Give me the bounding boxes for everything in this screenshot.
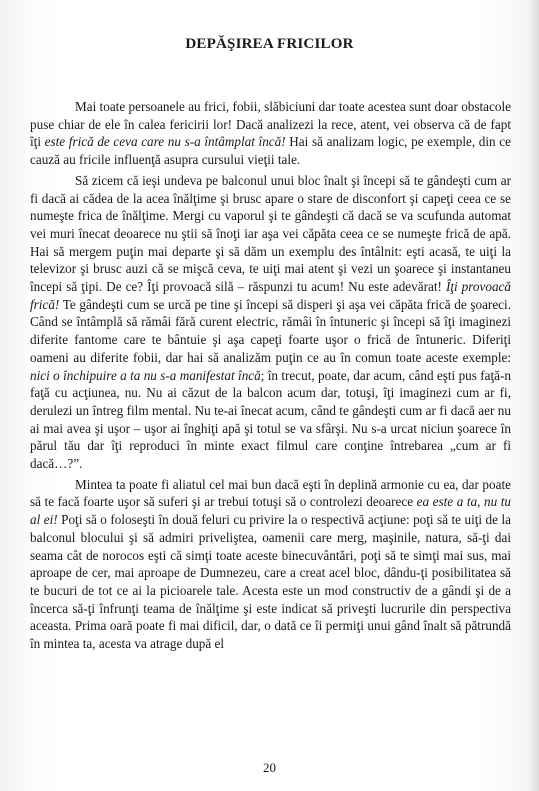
italic-phrase: este frică de ceva care nu s-a întâmplat încă! (44, 134, 286, 150)
text-run: Mintea ta poate fi aliatul cel mai bun dacă eşti în deplină armonie cu ea, dar poate să te facă foarte uşor să suferi şi ar trebui totuşi să o controlezi deoarece (30, 476, 511, 510)
text-run: Să zicem că ieşi undeva pe balconul unui bloc înalt şi începi să te gândeşti cum ar fi dacă ai cădea de la acea înălţime şi brusc apare o stare de disconfort şi capeţi ceea ce se numeşte frica de înălţime. Mergi cu vaporul şi te gândeşti că dacă se va scufunda automat vei muri înecat deoarece nu ştii să înoţi iar aşa vei căpăta ceea ce se numeşte frică de apă. Hai să mergem puţin mai departe şi să dăm un exemplu des întâlnit: eşti acasă, te uiţi la televizor şi brusc auzi că se mişcă ceva, te uiţi mai atent şi vezi un şoarece şi instantaneu începi să ţipi. De ce? Îţi provoacă silă – răspunzi tu acum! Nu este adevărat! (30, 172, 511, 295)
italic-phrase: ea este a ta, nu tu al ei! (30, 494, 511, 528)
text-run: Mai toate persoanele au frici, fobii, slăbiciuni dar toate acestea sunt doar obstacole puse chiar de ele în calea fericirii lor! Dacă analizezi la rece, atent, vei observa că de fapt îţi (30, 99, 511, 150)
page-number: 20 (263, 760, 276, 775)
opposite-page-edge (527, 0, 539, 791)
body-text (30, 98, 511, 656)
text-run: ; în trecut, poate, dar acum, când eşti pus faţă-n faţă cu acţiunea, nu. Nu ai căzut de la balcon acum dar, totuşi, îţi imaginezi cum ar fi, derulezi un întreg film mental. Nu te-ai înecat acum, când te gândeşti cum ar fi dacă aer nu ai mai avea şi uşor – uşor ai înghiţi apă şi totul se va sfârşi. Nu s-a urcat niciun şoarece în părul tău dar îţi reproduci în minte exact filmul care conţine întrebarea „cum ar fi dacă…?”. (30, 367, 511, 472)
paragraph (30, 98, 511, 169)
italic-phrase: nici o închipuire a ta nu s-a manifestat încă (30, 367, 261, 383)
text-run: Te gândeşti cum se urcă pe tine şi începi să disperi şi aşa vei căpăta frică de şoareci. Când se întâmplă să rămâi fără curent electric, rămâi în întuneric şi începi să îţi imaginezi diferite fantome care te bântuie şi aşa capeţi foarte uşor o frică de întuneric. Diferiţi oameni au diferite fobii, dar hai să analizăm puţin ce au în comun toate aceste exemple: (30, 296, 511, 365)
paragraph (30, 476, 511, 653)
text-run: Hai să analizam logic, pe exemple, din ce cauză au fricile influenţă asupra cursului vieţii tale. (30, 134, 511, 168)
chapter-title: DEPĂŞIREA FRICILOR (185, 36, 354, 52)
italic-phrase: Îţi provoacă frică! (30, 279, 512, 312)
paragraph (30, 172, 511, 473)
text-run: Poţi să o foloseşti în două feluri cu privire la o respectivă acţiune: poţi să te uiţi de la balconul blocului şi să admiri priveliştea, oamenii care merg, maşinile, natura, să-ţi dai seama cât de norocos eşti că simţi toate aceste binecuvântări, poţi să te simţi mai sus, mai aproape de cer, mai aproape de Dumnezeu, care a creat acel bloc, dându-ţi posibilitatea să te bucuri de tot ce ai la picioarele tale. Acesta este un mod constructiv de a gândi şi de a încerca să-ţi înfrunţi teama de înălţime şi este indicat să priveşti lucrurile din perspectiva aceasta. Prima oară poate fi mai dificil, dar, o dată ce îi permiţi unui gând înalt să pătrundă în mintea ta, acesta va atrage după el (30, 512, 511, 652)
